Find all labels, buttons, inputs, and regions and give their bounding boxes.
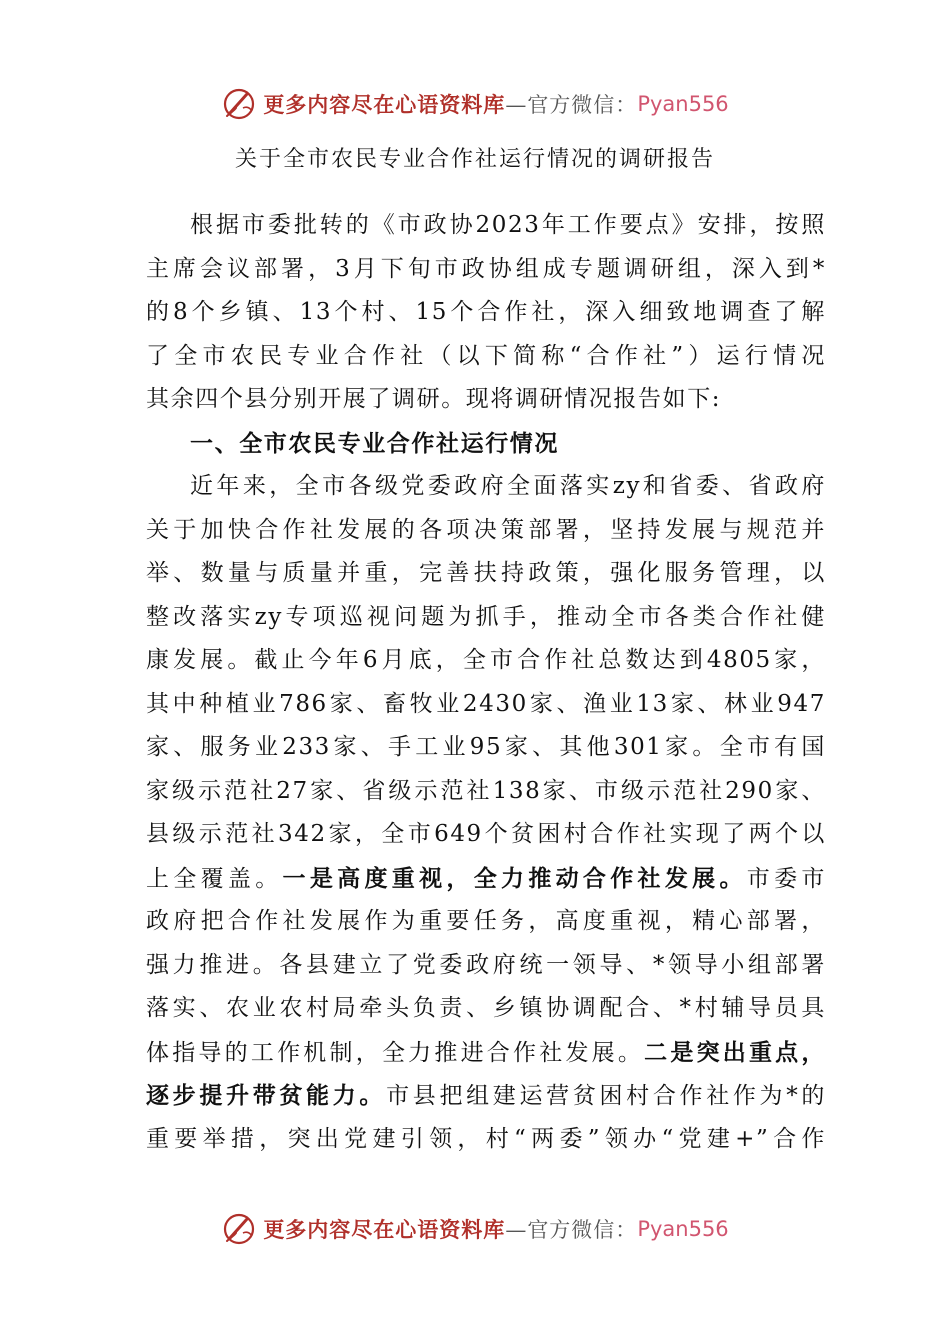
text-segment: 体指导的工作机制，全力推进合作社发展。: [146, 1039, 645, 1066]
paragraph-line: 其余四个县分别开展了调研。现将调研情况报告如下:: [146, 386, 722, 412]
banner-wechat-label: —官方微信：: [505, 93, 638, 117]
bold-text-segment: 一是高度重视，全力推动合作社发展。: [282, 864, 747, 892]
header-banner: [0, 86, 950, 122]
footer-banner: [0, 1211, 950, 1247]
text-segment: 上全覆盖。: [146, 865, 283, 892]
document-body: [146, 204, 826, 1161]
paragraph-line: 重要举措，突出党建引领，村“两委”领办“党建+”合作: [146, 1125, 826, 1152]
bold-text-segment: 逐步提升带贫能力。: [146, 1082, 387, 1109]
paragraph-line: [146, 1031, 826, 1075]
paragraph-line: 政府把合作社发展作为重要任务，高度重视，精心部署，: [146, 908, 826, 934]
document-title: 关于全市农民专业合作社运行情况的调研报告: [234, 147, 715, 172]
paragraph-line: 整改落实zy专项巡视问题为抓手，推动全市各类合作社健: [146, 603, 826, 630]
bold-text-segment: 二是突出重点，: [644, 1038, 826, 1066]
paragraph-line: 的8个乡镇、13个村、15个合作社，深入细致地调查了解: [146, 299, 826, 325]
banner-site-name: 更多内容尽在心语资料库: [263, 92, 506, 117]
paragraph-line: 举、数量与质量并重，完善扶持政策，强化服务管理，以: [146, 560, 826, 586]
section-heading: 一、全市农民专业合作社运行情况: [190, 429, 559, 457]
paragraph-line: 关于加快合作社发展的各项决策部署，坚持发展与规范并: [146, 516, 826, 543]
paragraph-line: 县级示范社342家，全市649个贫困村合作社实现了两个以: [146, 821, 826, 847]
paragraph-line: 强力推进。各县建立了党委政府统一领导、*领导小组部署: [146, 951, 826, 978]
paragraph-line: 落实、农业农村局牵头负责、乡镇协调配合、*村辅导员具: [146, 995, 826, 1021]
banner-wechat-id: Pyan556: [637, 92, 729, 116]
brush-pen-logo-icon: [221, 86, 257, 122]
paragraph-line: [146, 1074, 826, 1118]
banner-site-name: 更多内容尽在心语资料库: [263, 1217, 506, 1242]
banner-wechat-id: Pyan556: [637, 1217, 729, 1241]
paragraph-line: 其中种植业786家、畜牧业2430家、渔业13家、林业947: [146, 690, 826, 717]
paragraph-line: 近年来，全市各级党委政府全面落实zy和省委、省政府: [190, 473, 826, 499]
paragraph-line: 康发展。截止今年6月底，全市合作社总数达到4805家，: [146, 647, 826, 673]
paragraph-line: 主席会议部署，3月下旬市政协组成专题调研组，深入到*: [146, 255, 826, 282]
text-segment: 市县把组建运营贫困村合作社作为*的: [386, 1083, 826, 1109]
paragraph-line: [146, 857, 826, 901]
paragraph-line: 家级示范社27家、省级示范社138家、市级示范社290家、: [146, 777, 826, 804]
paragraph-line: 家、服务业233家、手工业95家、其他301家。全市有国: [146, 734, 826, 760]
paragraph-line: 了全市农民专业合作社（以下简称“合作社”）运行情况: [146, 342, 826, 369]
banner-wechat-label: —官方微信：: [505, 1218, 638, 1242]
paragraph-line: 根据市委批转的《市政协2023年工作要点》安排，按照: [190, 212, 826, 238]
text-segment: 市委市: [746, 865, 826, 892]
brush-pen-logo-icon: [221, 1211, 257, 1247]
